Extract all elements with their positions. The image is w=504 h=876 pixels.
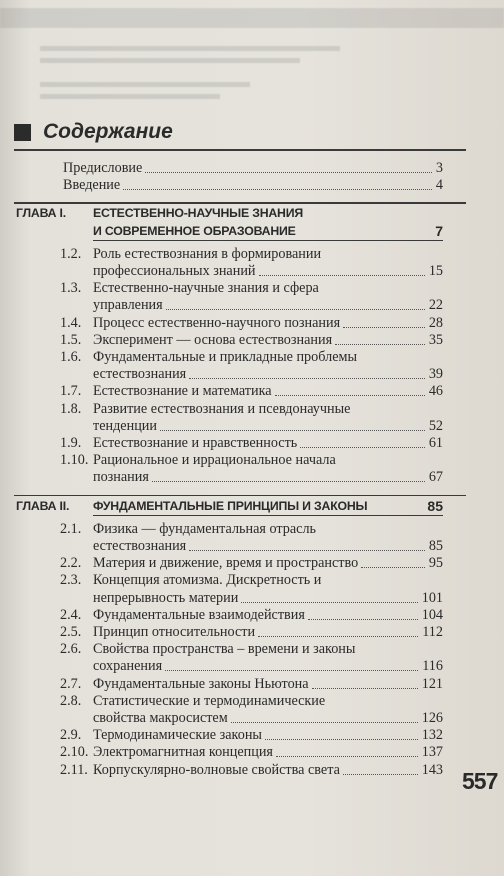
section-number: 1.10. (60, 452, 89, 469)
entry-title-line: Физика — фундаментальная отрасль (93, 520, 316, 537)
chapter-underline (93, 240, 443, 242)
entry-title-line: Процесс естественно-научного познания (93, 314, 341, 331)
section-number: 2.10. (60, 744, 89, 761)
dot-leader (343, 774, 418, 775)
entry-page: 3 (435, 160, 443, 176)
dot-leader (361, 567, 425, 568)
chapter-page: 7 (435, 222, 443, 239)
section-number: 1.6. (60, 349, 82, 365)
contents-title: Содержание (43, 120, 173, 143)
section-number: 2.2. (60, 555, 82, 572)
entry-title-line: Материя и движение, время и пространство (93, 555, 359, 572)
entry-title-line: Фундаментальные взаимодействия (93, 606, 305, 623)
entry-title-line: Естественно-научные знания и сфера (93, 280, 319, 297)
entry-title-line: Принцип относительности (93, 624, 256, 640)
entry-title-line: управления (93, 297, 163, 314)
dot-leader (265, 739, 418, 740)
entry-page: 39 (428, 366, 443, 383)
dot-leader (189, 550, 425, 551)
section-number: 1.4. (60, 314, 82, 331)
entry-title-line: тенденции (93, 417, 157, 434)
section-number: 1.2. (60, 245, 82, 262)
heading-square-icon (14, 124, 31, 141)
entry-page: 67 (428, 469, 443, 486)
entry-title-line: Корпускулярно-волновые свойства света (93, 761, 340, 778)
entry-title-line: Эксперимент — основа естествознания (93, 331, 333, 348)
dot-leader (231, 722, 418, 723)
section-number: 2.3. (60, 572, 82, 589)
section-number: 2.9. (60, 727, 82, 744)
entry-title-line: естествознания (93, 538, 187, 554)
entry-page: 95 (428, 555, 443, 572)
chapter-underline (93, 515, 443, 517)
section-number: 1.3. (60, 280, 82, 297)
dot-leader (308, 619, 418, 620)
entry-page: 15 (428, 263, 443, 279)
dot-leader (241, 602, 417, 603)
entry-title-line: Статистические и термодинамические (93, 692, 326, 709)
entry-title-line: познания (93, 469, 149, 486)
entry-title-line: естествознания (93, 366, 187, 383)
entry-page: 28 (428, 314, 443, 331)
dot-leader (343, 327, 425, 328)
dot-leader (300, 447, 425, 448)
contents-heading (14, 120, 173, 144)
entry-page: 101 (421, 589, 443, 606)
chapter-label: ГЛАВА II. (16, 498, 70, 513)
entry-page: 52 (428, 417, 443, 434)
chapter-rule (14, 495, 466, 497)
entry-page: 121 (421, 675, 443, 692)
entry-title-line: непрерывность материи (93, 589, 239, 606)
entry-title-line: Фундаментальные законы Ньютона (93, 675, 309, 692)
entry-page: 112 (422, 624, 443, 640)
entry-title-line: Предисловие (63, 160, 143, 176)
chapter-title-line: ЕСТЕСТВЕННО-НАУЧНЫЕ ЗНАНИЯ (93, 206, 304, 221)
entry-title-line: сохранения (93, 658, 163, 675)
dot-leader (152, 481, 425, 482)
page-number: 557 (462, 768, 498, 794)
entry-title-line: Рациональное и иррациональное начала (93, 452, 336, 469)
bleed-through-text (0, 0, 504, 118)
entry-title-line: Роль естествознания в формировании (93, 245, 322, 262)
section-number: 2.1. (60, 520, 82, 537)
entry-page: 104 (421, 606, 443, 623)
dot-leader (259, 275, 425, 276)
entry-page: 116 (422, 658, 443, 675)
section-number: 2.5. (60, 624, 82, 640)
entry-page: 46 (428, 383, 443, 400)
dot-leader (258, 636, 418, 637)
entry-page: 126 (421, 710, 443, 726)
dot-leader (123, 189, 432, 190)
entry-title-line: Свойства пространства – времени и законы (93, 641, 356, 658)
dot-leader (312, 688, 418, 689)
dot-leader (160, 430, 425, 431)
dot-leader (335, 344, 425, 345)
dot-leader (165, 670, 418, 671)
chapter-label: ГЛАВА I. (16, 206, 66, 221)
section-number: 2.6. (60, 641, 82, 658)
heading-rule (14, 149, 466, 151)
section-number: 1.7. (60, 383, 82, 400)
section-number: 1.8. (60, 400, 82, 417)
chapter-page: 85 (427, 497, 443, 514)
dot-leader (166, 309, 425, 310)
chapter-title-line: ФУНДАМЕНТАЛЬНЫЕ ПРИНЦИПЫ И ЗАКОНЫ (93, 498, 368, 513)
entry-title-line: Естествознание и нравственность (93, 435, 298, 451)
entry-page: 22 (428, 297, 443, 314)
entry-page: 61 (428, 435, 443, 451)
entry-page: 35 (428, 331, 443, 348)
entry-title-line: свойства макросистем (93, 710, 228, 726)
entry-title-line: Введение (63, 177, 121, 194)
section-number: 2.4. (60, 606, 82, 623)
entry-title-line: Термодинамические законы (93, 727, 262, 744)
dot-leader (275, 395, 425, 396)
entry-page: 132 (421, 727, 443, 744)
dot-leader (276, 756, 418, 757)
chapter-title-line: И СОВРЕМЕННОЕ ОБРАЗОВАНИЕ (93, 223, 296, 238)
entry-page: 137 (421, 744, 443, 761)
section-number: 2.8. (60, 692, 82, 709)
entry-title-line: профессиональных знаний (93, 263, 256, 279)
entry-page: 4 (435, 177, 443, 194)
entry-title-line: Естествознание и математика (93, 383, 272, 400)
section-number: 1.9. (60, 435, 82, 451)
section-number: 2.7. (60, 675, 82, 692)
section-number: 1.5. (60, 331, 82, 348)
entry-page: 143 (421, 761, 443, 778)
chapter-rule (14, 202, 466, 204)
entry-title-line: Концепция атомизма. Дискретность и (93, 572, 322, 589)
section-number: 2.11. (60, 761, 88, 778)
entry-page: 85 (428, 538, 443, 554)
dot-leader (189, 378, 425, 379)
entry-title-line: Электромагнитная концепция (93, 744, 273, 761)
dot-leader (145, 172, 432, 173)
entry-title-line: Фундаментальные и прикладные проблемы (93, 349, 357, 365)
entry-title-line: Развитие естествознания и псевдонаучные (93, 400, 351, 417)
